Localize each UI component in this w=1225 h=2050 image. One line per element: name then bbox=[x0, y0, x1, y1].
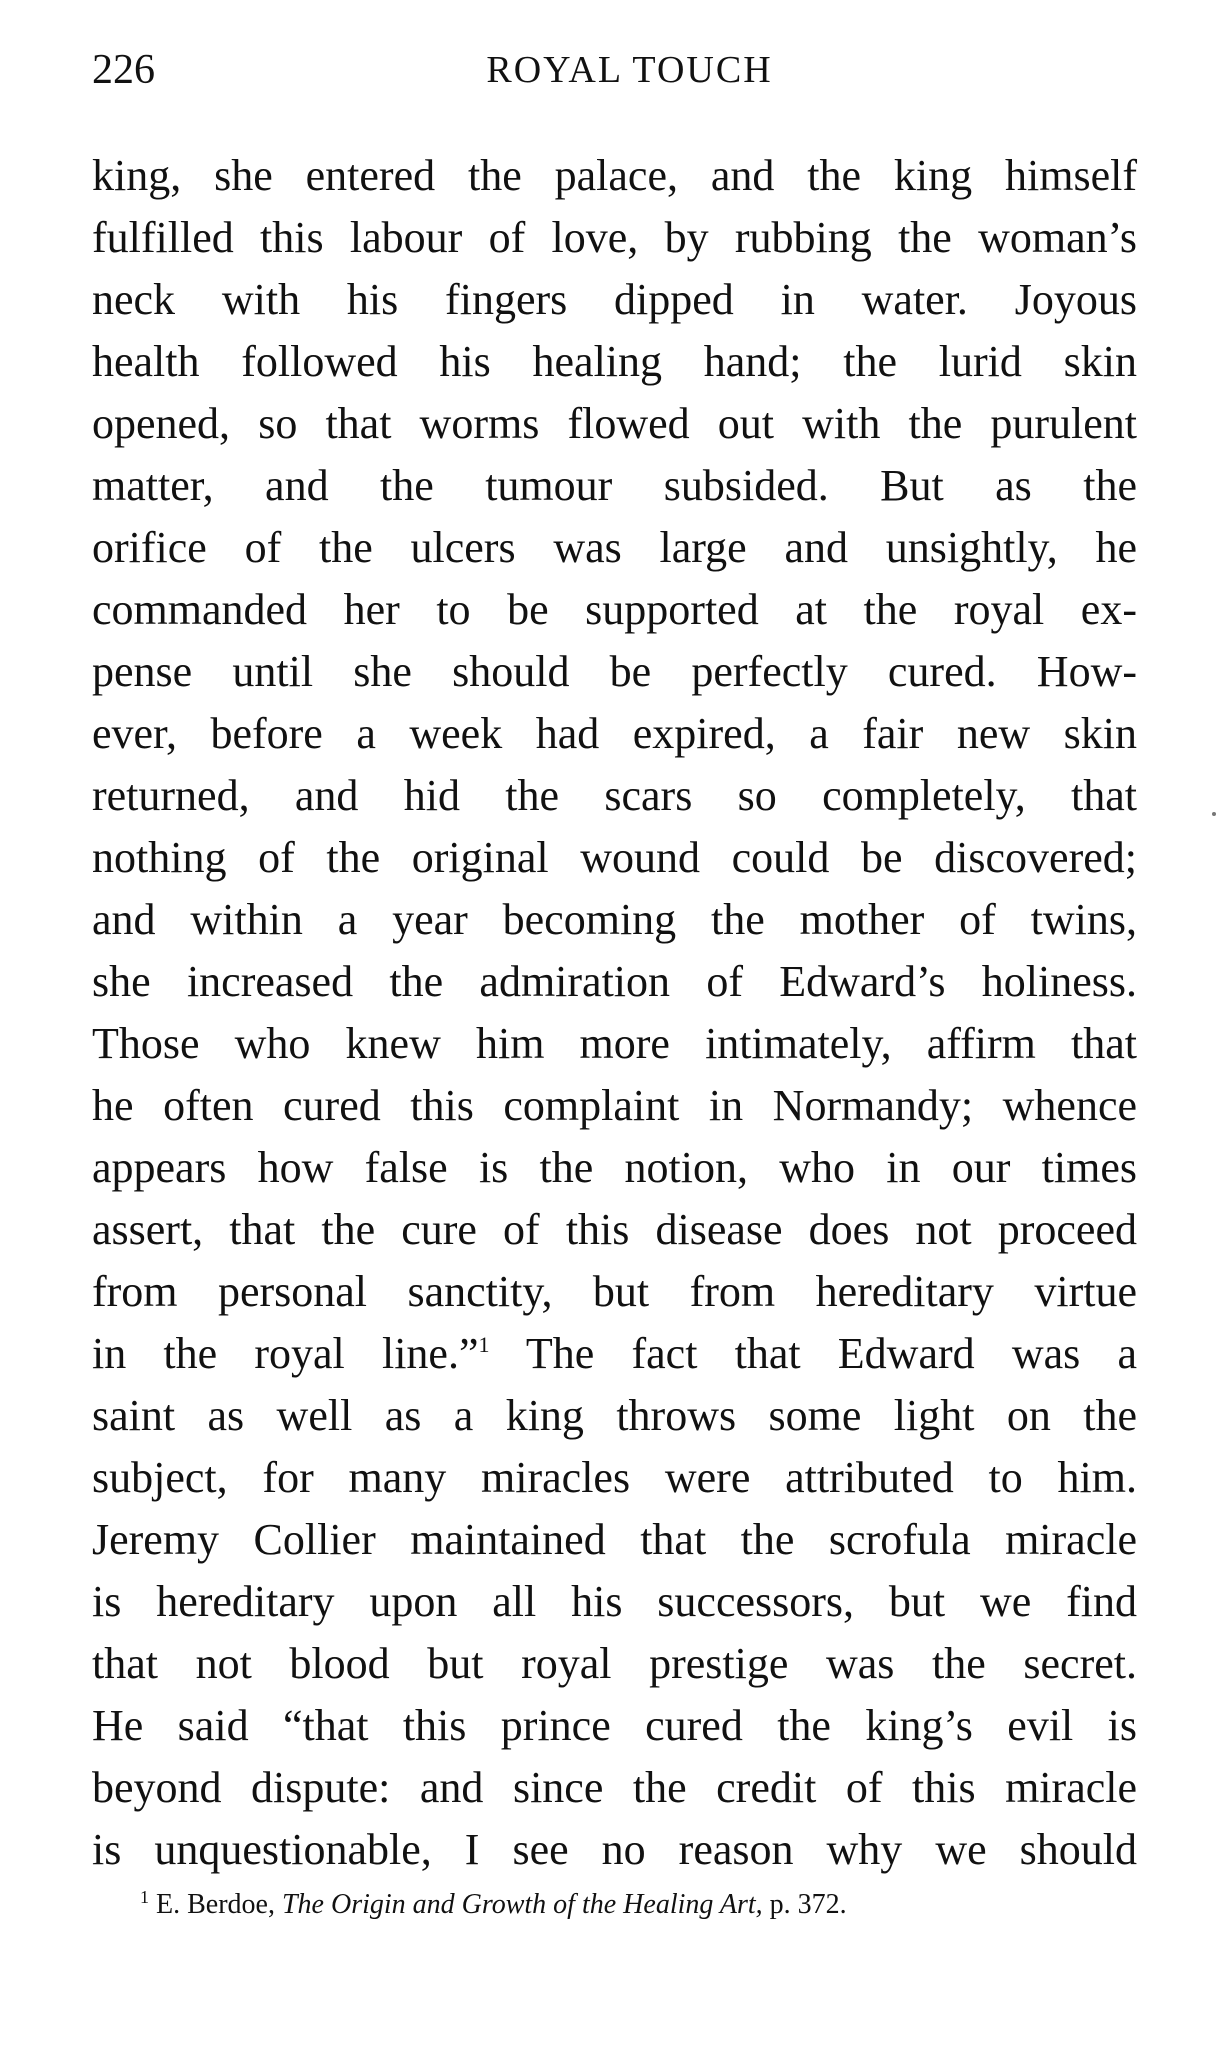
text-line-content: king, she entered the palace, and the king himself bbox=[92, 151, 1137, 200]
text-line-content: he often cured this complaint in Normandy; whence bbox=[92, 1081, 1137, 1130]
text-line-content: Jeremy Collier maintained that the scrofula miracle bbox=[92, 1515, 1137, 1564]
text-line bbox=[92, 331, 1137, 393]
running-head bbox=[92, 40, 1137, 100]
text-line bbox=[92, 1013, 1137, 1075]
text-line bbox=[92, 393, 1137, 455]
text-line bbox=[92, 1571, 1137, 1633]
text-line bbox=[92, 951, 1137, 1013]
text-line-content: opened, so that worms flowed out with the purulent bbox=[92, 399, 1137, 448]
text-line-content: is hereditary upon all his successors, but we find bbox=[92, 1577, 1137, 1626]
text-line-content: from personal sanctity, but from hereditary virtue bbox=[92, 1267, 1137, 1316]
text-line-start: in the royal line.” bbox=[92, 1329, 479, 1378]
body-text bbox=[92, 145, 1137, 1881]
text-line bbox=[92, 1323, 1137, 1385]
running-title: ROYAL TOUCH bbox=[486, 49, 773, 91]
text-line-content: is unquestionable, I see no reason why we should bbox=[92, 1825, 1137, 1874]
text-line-content: Those who knew him more intimately, affirm that bbox=[92, 1019, 1137, 1068]
text-line-content: subject, for many miracles were attributed to him. bbox=[92, 1453, 1137, 1502]
text-line-content: He said “that this prince cured the king’s evil is bbox=[92, 1701, 1137, 1750]
text-line-content: orifice of the ulcers was large and unsightly, he bbox=[92, 523, 1137, 572]
text-line bbox=[92, 1509, 1137, 1571]
text-line bbox=[92, 1261, 1137, 1323]
text-line bbox=[92, 145, 1137, 207]
text-line bbox=[92, 579, 1137, 641]
text-line-content: nothing of the original wound could be discovered; bbox=[92, 833, 1137, 882]
text-line bbox=[92, 703, 1137, 765]
text-line bbox=[92, 269, 1137, 331]
text-line bbox=[92, 1199, 1137, 1261]
text-line-content: fulfilled this labour of love, by rubbing the woman’s bbox=[92, 213, 1137, 262]
footnote-author: E. Berdoe, bbox=[156, 1889, 275, 1920]
text-line bbox=[92, 517, 1137, 579]
footnote bbox=[140, 1885, 1140, 1927]
text-line bbox=[92, 1695, 1137, 1757]
text-line-content: she increased the admiration of Edward’s holiness. bbox=[92, 957, 1137, 1006]
text-line bbox=[92, 1447, 1137, 1509]
text-line-content: that not blood but royal prestige was the secret. bbox=[92, 1639, 1137, 1688]
text-line bbox=[92, 889, 1137, 951]
footnote-reference[interactable]: 1 bbox=[478, 1332, 490, 1357]
text-line-content bbox=[92, 1323, 1137, 1392]
text-line-content: saint as well as a king throws some light on the bbox=[92, 1391, 1137, 1440]
text-line bbox=[92, 1819, 1137, 1881]
footnote-marker: 1 bbox=[140, 1887, 149, 1907]
text-line bbox=[92, 1385, 1137, 1447]
text-line bbox=[92, 1075, 1137, 1137]
text-line-content: beyond dispute: and since the credit of this miracle bbox=[92, 1763, 1137, 1812]
page-number: 226 bbox=[92, 47, 155, 93]
text-line-content: pense until she should be perfectly cured. How- bbox=[92, 647, 1137, 696]
text-line-content: matter, and the tumour subsided. But as the bbox=[92, 461, 1137, 510]
text-line bbox=[92, 827, 1137, 889]
text-line-end: The fact that Edward was a bbox=[525, 1329, 1137, 1378]
text-line-content: neck with his fingers dipped in water. Joyous bbox=[92, 275, 1137, 324]
text-line bbox=[92, 1757, 1137, 1819]
text-line bbox=[92, 455, 1137, 517]
text-line-content: appears how false is the notion, who in our times bbox=[92, 1143, 1137, 1192]
text-line-content: returned, and hid the scars so completely, that bbox=[92, 771, 1137, 820]
text-line-content: assert, that the cure of this disease does not proceed bbox=[92, 1205, 1137, 1254]
margin-mark bbox=[1212, 812, 1216, 816]
text-line bbox=[92, 1137, 1137, 1199]
text-line-content: commanded her to be supported at the royal ex- bbox=[92, 585, 1137, 634]
text-line bbox=[92, 207, 1137, 269]
text-line-content: ever, before a week had expired, a fair new skin bbox=[92, 709, 1137, 758]
text-line bbox=[92, 1633, 1137, 1695]
text-line bbox=[92, 641, 1137, 703]
text-line bbox=[92, 765, 1137, 827]
text-line-content: and within a year becoming the mother of twins, bbox=[92, 895, 1137, 944]
footnote-title: The Origin and Growth of the Healing Art, bbox=[281, 1889, 763, 1920]
text-line-content: health followed his healing hand; the lurid skin bbox=[92, 337, 1137, 386]
footnote-page: p. 372. bbox=[769, 1889, 847, 1920]
